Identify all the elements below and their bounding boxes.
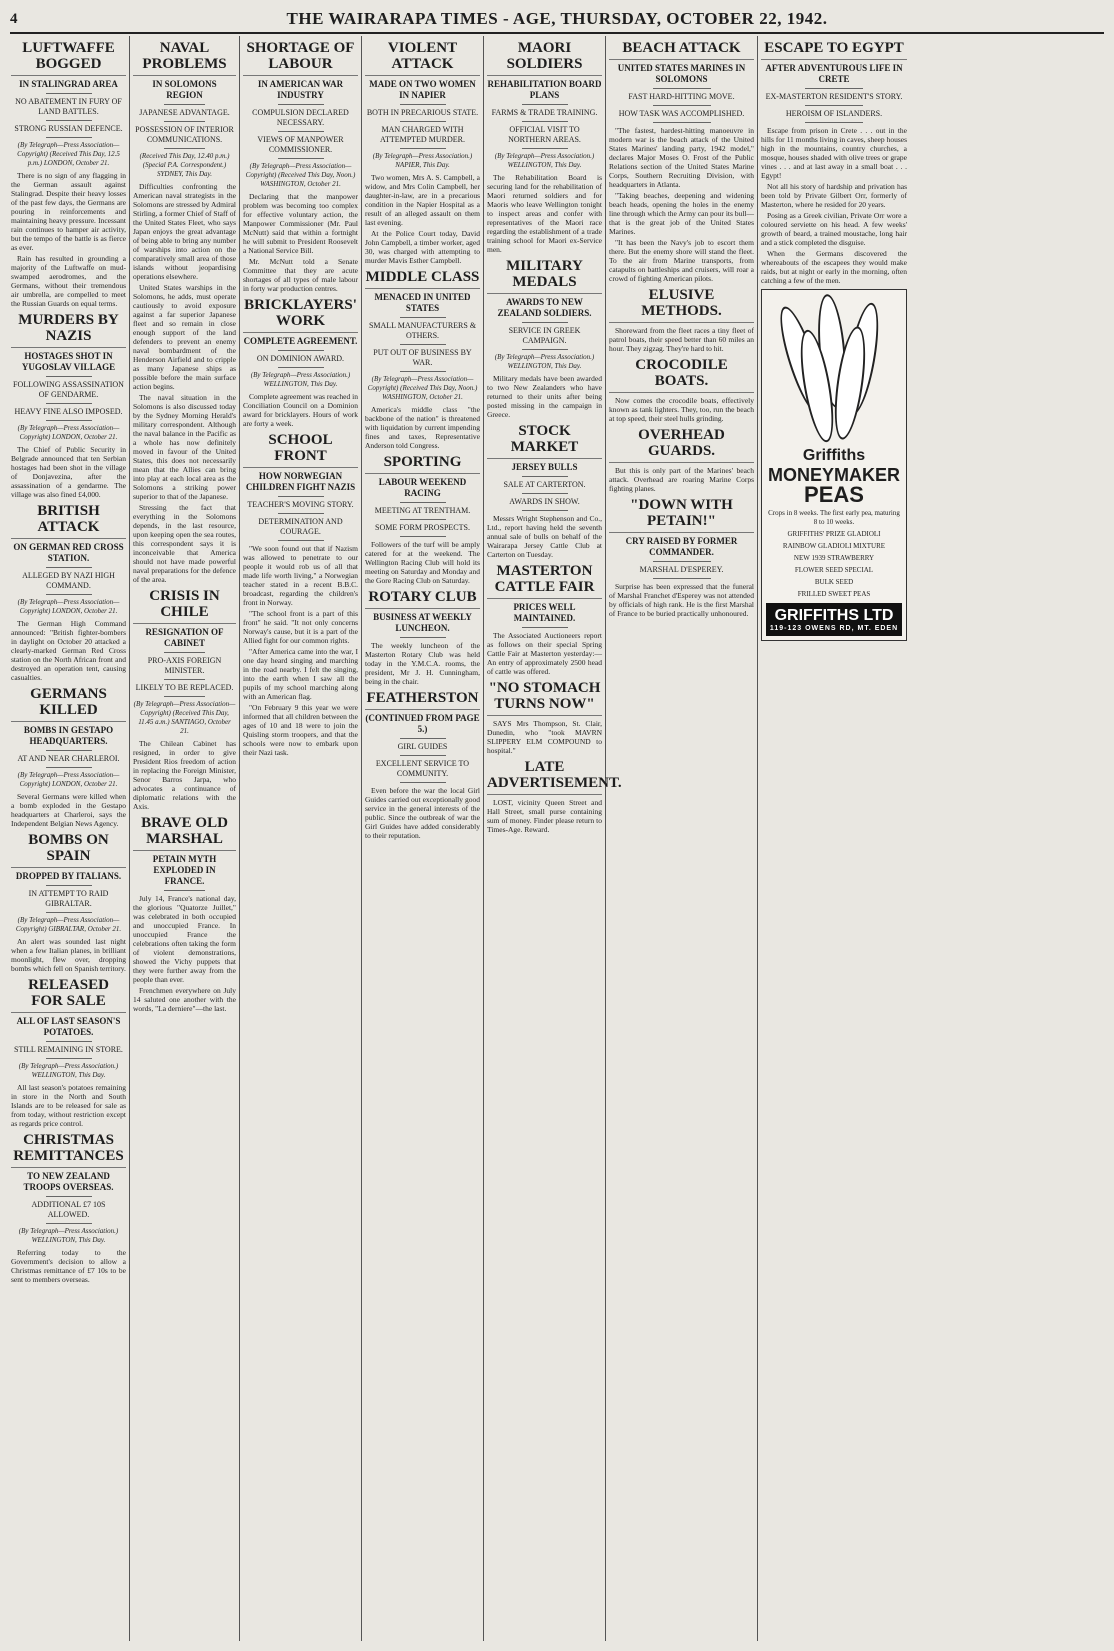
- headline: SPORTING: [365, 454, 480, 474]
- divider: [46, 885, 92, 886]
- article: [487, 759, 622, 834]
- article-paragraph: Not all his story of hardship and privation has been told by Private Gilbert Orr, formerly of Masterton, where he resided for 20 years.: [761, 182, 907, 209]
- headline: MURDERS BY NAZIS: [11, 312, 126, 348]
- divider: [522, 349, 568, 350]
- article: [133, 815, 236, 1013]
- article-paragraph: The Associated Auctioneers report as follows on their special Spring Cattle Fair at Masterton yesterday:—An entry of approximately 2500 head of cattle was offered.: [487, 631, 602, 676]
- article-paragraph: Complete agreement was reached in Conciliation Council on a Dominion award for bricklayers. Hours of work are forty a week.: [243, 392, 358, 428]
- subheadline: MENACED IN UNITED STATES: [374, 292, 471, 313]
- article-paragraph: Now comes the crocodile boats, effectively known as tank lighters. They, too, run the beach at top speed, their steel hulls grinding.: [609, 396, 754, 423]
- article: [243, 297, 358, 428]
- byline: (By Telegraph—Press Association.) WELLINGTON, This Day.: [250, 371, 351, 388]
- article-paragraph: Difficulties confronting the American naval strategists in the Solomons are stressed by Admiral Stirling, a former Chief of Staff of the United States Fleet, who says Japan enjoys the great advantage of being able to bring any number of warships into action on the comparatively small area of those islands without jeopardising operations elsewhere.: [133, 182, 236, 281]
- subheadline: BOTH IN PRECARIOUS STATE.: [366, 108, 479, 117]
- article-paragraph: America's middle class "the backbone of the nation" is threatened with liquidation by current impending fines and taxes, Representative Anderson told Congress.: [365, 405, 480, 450]
- divider: [400, 637, 446, 638]
- headline: SHORTAGE OF LABOUR: [243, 40, 358, 76]
- article: [11, 503, 126, 682]
- byline: (By Telegraph—Press Association.) WELLINGTON, This Day.: [494, 353, 595, 370]
- article-paragraph: Mr. McNutt told a Senate Committee that they are acute shortages of all types of male labour in forty war production centres.: [243, 257, 358, 293]
- divider: [522, 627, 568, 628]
- article-paragraph: "We soon found out that if Nazism was allowed to penetrate to our people it would rob us of all that made life worth living," a Norwegian teacher stated in a recent B.B.C. broadcast, regarding the children's front in Norway.: [243, 544, 358, 607]
- article: [609, 40, 754, 283]
- article-paragraph: The naval situation in the Solomons is also discussed today by the Sydney Morning Herald's military correspondent. Although the naval balance in the Pacific as a whole has now definitely moved in favour of the United States, this does not necessarily mean that the Allies can bring into play at each local area as the Solomons a striking power superior to that of the Japanese.: [133, 393, 236, 501]
- headline: MIDDLE CLASS: [365, 269, 480, 289]
- ad-product-line1: MONEYMAKER: [767, 465, 900, 485]
- article: [487, 40, 602, 254]
- divider: [522, 510, 568, 511]
- subheadline: IN ATTEMPT TO RAID GIBRALTAR.: [28, 889, 109, 908]
- column-1: [8, 36, 130, 1641]
- column-7: [758, 36, 910, 1641]
- headline: ESCAPE TO EGYPT: [761, 40, 907, 60]
- article-paragraph: Rain has resulted in grounding a majority of the Luftwaffe on mud-swamped aerodromes, and the Germans, without their tremendous air umbrella, are compelled to meet the Russian Guards on equal terms.: [11, 254, 126, 308]
- article-paragraph: "The school front is a part of this front" he said. "It not only concerns Norway's cause, but it is a part of the Allied fight for our common rights.: [243, 609, 358, 645]
- divider: [278, 158, 324, 159]
- article: [365, 589, 480, 686]
- divider: [522, 104, 568, 105]
- article-paragraph: The Chilean Cabinet has resigned, in order to give President Rios freedom of action in replacing the Foreign Minister, Senor Barros Jarpa, who advocates a continuance of diplomatic relations with the Axis.: [133, 739, 236, 811]
- ad-footer: [766, 603, 902, 636]
- divider: [46, 1196, 92, 1197]
- divider: [522, 476, 568, 477]
- subheadline: EXCELLENT SERVICE TO COMMUNITY.: [375, 759, 470, 778]
- article: [365, 40, 480, 265]
- subheadline: LABOUR WEEKEND RACING: [378, 477, 467, 498]
- article-paragraph: "It has been the Navy's job to escort them there. But the enemy shore will stand the fleet. To the air from Marine transports, from catapults on battleships and cruisers, will roar a crowd of fighting American pilots.: [609, 238, 754, 283]
- article: [761, 40, 907, 285]
- divider: [46, 1041, 92, 1042]
- divider: [522, 148, 568, 149]
- column-4: [362, 36, 484, 1641]
- byline: (By Telegraph—Press Association—Copyright) (Received This Day, 12.5 p.m.) LONDON, October 21.: [17, 141, 120, 167]
- article: [11, 977, 126, 1128]
- article: [11, 40, 126, 308]
- subheadline: FOLLOWING ASSASSINATION OF GENDARME.: [13, 380, 124, 399]
- divider: [400, 502, 446, 503]
- byline: (By Telegraph—Press Association.) WELLINGTON, This Day.: [18, 1062, 119, 1079]
- article-paragraph: Frenchmen everywhere on July 14 saluted one another with the words, "La derniere"—the last.: [133, 986, 236, 1013]
- article-paragraph: Military medals have been awarded to two New Zealanders who have returned to their units after being posted missing in the campaign in Greece.: [487, 374, 602, 419]
- article-paragraph: July 14, France's national day, the glorious "Quatorze Juillet," was celebrated in both occupied and unoccupied France. In unoccupied France the celebrations often taking the form of violent demonstrations, showed the Vichy puppets that they were further away from the people than ever.: [133, 894, 236, 984]
- subheadline: STRONG RUSSIAN DEFENCE.: [14, 124, 123, 133]
- article-paragraph: Followers of the turf will be amply catered for at the weekend. The Wellington Racing Club will hold its meeting on Saturday and Monday and the Gore Racing Club on Saturday.: [365, 540, 480, 585]
- byline: (By Telegraph—Press Association—Copyright) LONDON, October 21.: [17, 771, 120, 788]
- divider: [46, 120, 92, 121]
- ad-line: FLOWER SEED SPECIAL: [794, 566, 874, 574]
- subheadline: MARSHAL D'ESPEREY.: [639, 565, 724, 574]
- article-paragraph: At the Police Court today, David John Campbell, a timber worker, aged 30, was charged with attempting to murder Mavis Esther Campbell.: [365, 229, 480, 265]
- subheadline: NO ABATEMENT IN FURY OF LAND BATTLES.: [15, 97, 122, 116]
- article-paragraph: Surprise has been expressed that the funeral of Marshal Franchet d'Esperey was not attended by officials of high rank. He is the first Marshal of France to be buried practically unhonoured.: [609, 582, 754, 618]
- headline: MILITARY MEDALS: [487, 258, 602, 294]
- article-paragraph: Two women, Mrs A. S. Campbell, a widow, and Mrs Colin Campbell, her daughter-in-law, are in a precarious condition in the Napier Hospital as a result of an alleged assault on them last evening.: [365, 173, 480, 227]
- divider: [46, 93, 92, 94]
- byline: (By Telegraph—Press Association.) WELLINGTON, This Day.: [18, 1227, 119, 1244]
- subheadline: GIRL GUIDES: [397, 742, 448, 751]
- ad-line: BULK SEED: [814, 578, 854, 586]
- subheadline: LIKELY TO BE REPLACED.: [135, 683, 234, 692]
- divider: [522, 121, 568, 122]
- article: [487, 423, 602, 559]
- subheadline: AT AND NEAR CHARLEROI.: [17, 754, 120, 763]
- article: [609, 287, 754, 353]
- ad-footer-address: 119-123 OWENS RD, MT. EDEN: [769, 625, 899, 632]
- ad-footer-name: GRIFFITHS LTD: [774, 607, 894, 624]
- subheadline: HOW TASK WAS ACCOMPLISHED.: [618, 109, 745, 118]
- article: [365, 269, 480, 450]
- headline: BOMBS ON SPAIN: [11, 832, 126, 868]
- divider: [653, 578, 711, 579]
- article: [243, 40, 358, 293]
- byline: (By Telegraph—Press Association—Copyright) (Received This Day, Noon.) WASHINGTON, October 21.: [367, 375, 478, 401]
- article-paragraph: Even before the war the local Girl Guides carried out exceptionally good service in the general interests of the public. Since the outbreak of war the Girl Guides have added considerably to their reputation.: [365, 786, 480, 840]
- headline: GERMANS KILLED: [11, 686, 126, 722]
- article-paragraph: There is no sign of any flagging in the German assault against Stalingrad. Despite their heavy losses of the past few days, the Germans are pouring in reinforcements and maintaining heavy pressure. Incessant rain continues to hamper air activity, but the tempo of the battle is as fierce as ever.: [11, 171, 126, 252]
- subheadline: COMPULSION DECLARED NECESSARY.: [252, 108, 349, 127]
- divider: [400, 782, 446, 783]
- divider: [400, 344, 446, 345]
- divider: [522, 493, 568, 494]
- byline: (By Telegraph—Press Association—Copyright) LONDON, October 21.: [17, 424, 120, 441]
- headline: LUFTWAFFE BOGGED: [11, 40, 126, 76]
- subheadline: ALL OF LAST SEASON'S POTATOES.: [16, 1016, 121, 1037]
- divider: [278, 496, 324, 497]
- subheadline: SMALL MANUFACTURERS & OTHERS.: [368, 321, 477, 340]
- headline: ELUSIVE METHODS.: [609, 287, 754, 323]
- subheadline: ADDITIONAL £7 10S ALLOWED.: [31, 1200, 106, 1219]
- subheadline: STILL REMAINING IN STORE.: [14, 1045, 123, 1054]
- divider: [164, 121, 205, 122]
- divider: [400, 519, 446, 520]
- headline: ROTARY CLUB: [365, 589, 480, 609]
- subheadline: AWARDS IN SHOW.: [509, 497, 580, 506]
- divider: [400, 738, 446, 739]
- headline: BEACH ATTACK: [609, 40, 754, 60]
- divider: [46, 420, 92, 421]
- subheadline: SALE AT CARTERTON.: [503, 480, 586, 489]
- divider: [278, 350, 324, 351]
- subheadline: JERSEY BULLS: [511, 462, 578, 472]
- divider: [164, 148, 205, 149]
- article-paragraph: The weekly luncheon of the Masterton Rotary Club was held today in the Y.M.C.A. rooms, the president, Mr J. H. Cunningham, being in the chair.: [365, 641, 480, 686]
- subheadline: IN AMERICAN WAR INDUSTRY: [257, 79, 344, 100]
- article: [365, 454, 480, 585]
- byline: (By Telegraph—Press Association—Copyright) (Received This Day, Noon.) WASHINGTON, October 21.: [245, 162, 356, 188]
- byline: (By Telegraph—Press Association—Copyright) (Received This Day, 11.45 a.m.) SANTIAGO, October 21.: [133, 700, 236, 735]
- subheadline: OFFICIAL VISIT TO NORTHERN AREAS.: [508, 125, 581, 144]
- divider: [46, 594, 92, 595]
- headline: CHRISTMAS REMITTANCES: [11, 1132, 126, 1168]
- divider: [46, 767, 92, 768]
- headline: NAVAL PROBLEMS: [133, 40, 236, 76]
- divider: [278, 367, 324, 368]
- divider: [805, 105, 863, 106]
- ad-line: NEW 1939 STRAWBERRY: [793, 554, 875, 562]
- subheadline: MEETING AT TRENTHAM.: [374, 506, 471, 515]
- article: [11, 312, 126, 499]
- divider: [278, 540, 324, 541]
- article: [133, 40, 236, 584]
- ad-product-line2: PEAS: [804, 482, 864, 507]
- subheadline: HEAVY FINE ALSO IMPOSED.: [14, 407, 123, 416]
- subheadline: CRY RAISED BY FORMER COMMANDER.: [625, 536, 738, 557]
- article-paragraph: Shoreward from the fleet races a tiny fleet of patrol boats, their speed better than 60 miles an hour. They zigzag. They're hard to hit.: [609, 326, 754, 353]
- headline: "DOWN WITH PETAIN!": [609, 497, 754, 533]
- headline: "NO STOMACH TURNS NOW": [487, 680, 602, 716]
- subheadline: ON DOMINION AWARD.: [256, 354, 345, 363]
- column-5: [484, 36, 622, 1641]
- subheadline: PRICES WELL MAINTAINED.: [513, 602, 576, 623]
- article: [609, 357, 754, 423]
- subheadline: DETERMINATION AND COURAGE.: [258, 517, 343, 536]
- subheadline: EX-MASTERTON RESIDENT'S STORY.: [765, 92, 903, 101]
- subheadline: FAST HARD-HITTING MOVE.: [628, 92, 735, 101]
- article: [11, 1132, 126, 1284]
- article-paragraph: But this is only part of the Marines' beach attack. Overhead are roaring Marine Corps fighting planes.: [609, 466, 754, 493]
- article-paragraph: Referring today to the Government's decision to allow a Christmas remittance of £7 10s to be sent to members overseas.: [11, 1248, 126, 1284]
- headline: MAORI SOLDIERS: [487, 40, 602, 76]
- subheadline: VIEWS OF MANPOWER COMMISSIONER.: [257, 135, 344, 154]
- subheadline: MAN CHARGED WITH ATTEMPTED MURDER.: [380, 125, 465, 144]
- article-paragraph: When the Germans discovered the whereabouts of the escapees they would make raids, but at night or early in the morning, often catching a few of the men.: [761, 249, 907, 285]
- masthead: THE WAIRARAPA TIMES - AGE, THURSDAY, OCTOBER 22, 1942.: [286, 9, 828, 28]
- divider: [278, 513, 324, 514]
- divider: [400, 104, 446, 105]
- divider: [46, 567, 92, 568]
- headline: CRISIS IN CHILE: [133, 588, 236, 624]
- article: [133, 588, 236, 811]
- ad-line: Crops in 8 weeks. The first early pea, maturing 8 to 10 weeks.: [768, 509, 900, 526]
- divider: [46, 403, 92, 404]
- article-paragraph: "Taking beaches, deepening and widening beach heads, opening the holes in the enemy line through which the Army can pour its bull—that is the great job of the United States Marines.: [609, 191, 754, 236]
- divider: [164, 696, 205, 697]
- article: [243, 432, 358, 757]
- ad-line: GRIFFITHS' PRIZE GLADIOLI: [787, 530, 881, 538]
- subheadline: AFTER ADVENTUROUS LIFE IN CRETE: [765, 63, 903, 84]
- column-2: [130, 36, 240, 1641]
- divider: [164, 652, 205, 653]
- subheadline: UNITED STATES MARINES IN SOLOMONS: [617, 63, 746, 84]
- subheadline: POSSESSION OF INTERIOR COMMUNICATIONS.: [135, 125, 234, 144]
- byline: (Received This Day, 12.40 p.m.) (Special P.A. Correspondent.) SYDNEY, This Day.: [139, 152, 230, 178]
- article-paragraph: Posing as a Greek civilian, Private Orr wore a coloured serviette on his head. A few weeks' growth of beard, a trained moustache, long hair and a stick completed the disguise.: [761, 211, 907, 247]
- subheadline: RESIGNATION OF CABINET: [145, 627, 224, 648]
- subheadline: PRO-AXIS FOREIGN MINISTER.: [147, 656, 222, 675]
- article-paragraph: Messrs Wright Stephenson and Co., Ltd., report having held the seventh annual sale of bulls on behalf of the Wairarapa Jersey Cattle Club at Carterton on Tuesday.: [487, 514, 602, 559]
- subheadline: AWARDS TO NEW ZEALAND SOLDIERS.: [497, 297, 592, 318]
- headline: RELEASED FOR SALE: [11, 977, 126, 1013]
- divider: [653, 561, 711, 562]
- divider: [46, 750, 92, 751]
- headline: SCHOOL FRONT: [243, 432, 358, 468]
- subheadline: HEROISM OF ISLANDERS.: [785, 109, 883, 118]
- article-paragraph: SAYS Mrs Thompson, St. Clair, Dunedin, who "took MAVRN SLIPPERY ELM COMPOUND to hospital.": [487, 719, 602, 755]
- subheadline: BUSINESS AT WEEKLY LUNCHEON.: [373, 612, 472, 633]
- subheadline: HOSTAGES SHOT IN YUGOSLAV VILLAGE: [21, 351, 116, 372]
- subheadline: FARMS & TRADE TRAINING.: [491, 108, 598, 117]
- article-paragraph: An alert was sounded last night when a few Italian planes, in brilliant moonlight, flew over, dropping bombs which fell on Spanish territory.: [11, 937, 126, 973]
- article-paragraph: "On February 9 this year we were informed that all children between the ages of 10 and 18 were to join the Quisling storm troopers, and that the schools were now to embark upon their Nazi task.: [243, 703, 358, 757]
- headline: CROCODILE BOATS.: [609, 357, 754, 393]
- subheadline: ON GERMAN RED CROSS STATION.: [13, 542, 124, 563]
- article: [487, 258, 602, 419]
- advertisement-griffiths-peas: [761, 289, 907, 641]
- headline: BRITISH ATTACK: [11, 503, 126, 539]
- subheadline: TO NEW ZEALAND TROOPS OVERSEAS.: [23, 1171, 114, 1192]
- article: [365, 690, 480, 840]
- ad-brand: Griffiths: [802, 447, 866, 464]
- column-6: [606, 36, 758, 1641]
- divider: [46, 1058, 92, 1059]
- article: [609, 427, 754, 493]
- article: [609, 497, 754, 618]
- article-paragraph: Stressing the fact that everything in the Solomons depends, in the last resource, upon keeping open the sea routes, this correspondent says it is inconceivable that America should not have made powerful naval preparations for the defence of the area.: [133, 503, 236, 584]
- subheadline: REHABILITATION BOARD PLANS: [487, 79, 602, 100]
- divider: [164, 679, 205, 680]
- subheadline: MADE ON TWO WOMEN IN NAPIER: [369, 79, 476, 100]
- divider: [46, 912, 92, 913]
- pea-pod-illustration: [779, 294, 889, 444]
- headline: FEATHERSTON: [365, 690, 480, 710]
- page-number: 4: [10, 10, 18, 27]
- article: [11, 686, 126, 828]
- article-paragraph: The Chief of Public Security in Belgrade announced that ten Serbian hostages had been shot in the village of Donjavezina, after the assassination of a gendarme. The village was also fined £4,000.: [11, 445, 126, 499]
- divider: [46, 137, 92, 138]
- subheadline: HOW NORWEGIAN CHILDREN FIGHT NAZIS: [245, 471, 356, 492]
- page-header: [10, 6, 1104, 34]
- divider: [653, 122, 711, 123]
- subheadline: COMPLETE AGREEMENT.: [243, 336, 358, 346]
- divider: [653, 105, 711, 106]
- subheadline: PUT OUT OF BUSINESS BY WAR.: [373, 348, 472, 367]
- divider: [400, 121, 446, 122]
- headline: BRICKLAYERS' WORK: [243, 297, 358, 333]
- article: [487, 680, 602, 755]
- subheadline: (CONTINUED FROM PAGE 5.): [365, 713, 480, 734]
- divider: [400, 317, 446, 318]
- divider: [805, 88, 863, 89]
- subheadline: TEACHER'S MOVING STORY.: [247, 500, 354, 509]
- headline: BRAVE OLD MARSHAL: [133, 815, 236, 851]
- ad-line: FRILLED SWEET PEAS: [797, 590, 871, 598]
- headline: OVERHEAD GUARDS.: [609, 427, 754, 463]
- divider: [653, 88, 711, 89]
- headline: VIOLENT ATTACK: [365, 40, 480, 76]
- divider: [522, 322, 568, 323]
- headline: MASTERTON CATTLE FAIR: [487, 563, 602, 599]
- article-paragraph: United States warships in the Solomons, he adds, must operate cautiously to avoid exposure against a far superior Japanese fleet and so remain in close enough support of the land defenders to prevent an enemy naval bombardment of the Henderson Airfield and to cripple as many Japanese ships as possible before the main surface action begins.: [133, 283, 236, 391]
- divider: [805, 122, 863, 123]
- byline: (By Telegraph—Press Association.) WELLINGTON, This Day.: [494, 152, 595, 169]
- subheadline: IN SOLOMONS REGION: [152, 79, 217, 100]
- subheadline: BOMBS IN GESTAPO HEADQUARTERS.: [23, 725, 114, 746]
- article-paragraph: All last season's potatoes remaining in store in the North and South Islands are to be released for sale as from today, without restriction except as regards price control.: [11, 1083, 126, 1128]
- columns: [8, 36, 1106, 1641]
- headline: LATE ADVERTISEMENT.: [487, 759, 602, 795]
- byline: (By Telegraph—Press Association—Copyright) LONDON, October 21.: [17, 598, 120, 615]
- article-paragraph: "The fastest, hardest-hitting manoeuvre in modern war is the beach attack of the United States Marines' landing party, 1942 model," declares Major Moses O. Frost of the Public Relations section of the United States Marine Corps, Southern Recruiting Division, with headquarters in Atlanta.: [609, 126, 754, 189]
- divider: [46, 376, 92, 377]
- headline: STOCK MARKET: [487, 423, 602, 459]
- article-paragraph: Escape from prison in Crete . . . out in the hills for 11 months living in caves, sheep houses high in the mountains, country churches, a mosque, houses shaded with olive trees or grape vines . . . and at last away in a small boat . . . Egypt!: [761, 126, 907, 180]
- subheadline: DROPPED BY ITALIANS.: [15, 871, 122, 881]
- column-3: [240, 36, 362, 1641]
- divider: [278, 104, 324, 105]
- subheadline: JAPANESE ADVANTAGE.: [139, 108, 230, 117]
- divider: [46, 1223, 92, 1224]
- subheadline: PETAIN MYTH EXPLODED IN FRANCE.: [152, 854, 217, 886]
- article-paragraph: LOST, vicinity Queen Street and Hall Street, small purse containing sum of money. Finder please return to Times-Age. Reward.: [487, 798, 602, 834]
- article-paragraph: The German High Command announced: "British fighter-bombers in daylight on October 20 attacked a clearly-marked German Red Cross station on the North African front and destroyed an operation tent, causing casualties.: [11, 619, 126, 682]
- article-paragraph: Declaring that the manpower problem was becoming too complex for effective voluntary action, the Manpower Commissioner (Mr. Paul McNutt) said that within a fortnight he will submit to President Roosevelt a National Service Bill.: [243, 192, 358, 255]
- divider: [400, 536, 446, 537]
- divider: [164, 104, 205, 105]
- subheadline: SERVICE IN GREEK CAMPAIGN.: [508, 326, 581, 345]
- byline: (By Telegraph—Press Association.) NAPIER, This Day.: [372, 152, 473, 169]
- article-paragraph: "After America came into the war, I one day heard singing and marching in the road nearby. I felt the singing, into the earth when I saw all the pupils of my school marching along with an American flag.: [243, 647, 358, 701]
- divider: [400, 148, 446, 149]
- article-paragraph: Several Germans were killed when a bomb exploded in the Gestapo headquarters at Charleroi, says the Independent Belgian News Agency.: [11, 792, 126, 828]
- article: [487, 563, 602, 676]
- divider: [400, 371, 446, 372]
- divider: [164, 890, 205, 891]
- article-paragraph: The Rehabilitation Board is securing land for the rehabilitation of Maori returned soldiers and for Maoris who leave Wellington tonight to inspect areas and confer with representatives of the Maori race regarding the establishment of a trade training school for Maori ex-Service men.: [487, 173, 602, 254]
- subheadline: SOME FORM PROSPECTS.: [375, 523, 470, 532]
- article: [11, 832, 126, 973]
- subheadline: IN STALINGRAD AREA: [19, 79, 118, 89]
- byline: (By Telegraph—Press Association—Copyright) GIBRALTAR, October 21.: [15, 916, 122, 933]
- divider: [400, 755, 446, 756]
- ad-line: RAINBOW GLADIOLI MIXTURE: [782, 542, 886, 550]
- subheadline: ALLEGED BY NAZI HIGH COMMAND.: [22, 571, 115, 590]
- divider: [278, 131, 324, 132]
